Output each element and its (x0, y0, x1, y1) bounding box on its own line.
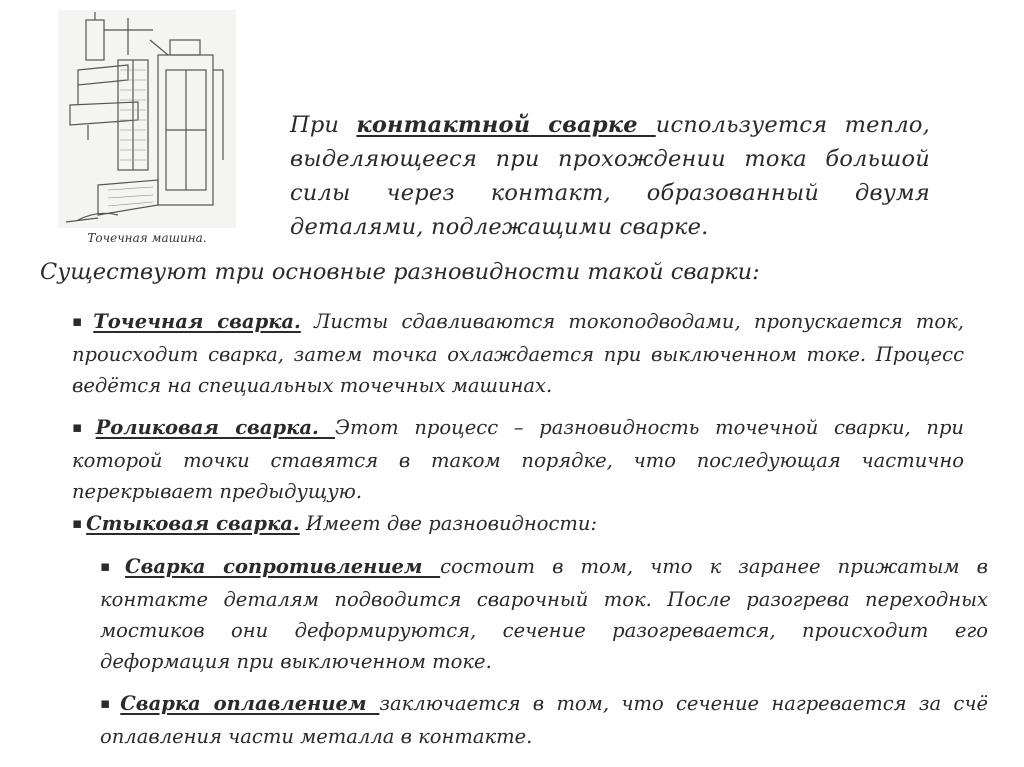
lead-term: контактной сварке (356, 112, 656, 138)
figure-spot-welding-machine (58, 10, 236, 245)
subitem-text: заключается в том, что сечение нагревается за счё оплавления части металла в контакте. (100, 692, 988, 748)
lead-text-after: используется тепло, выделяющееся при прохождении тока большой силы через контакт, образованный двумя деталями, подлежащими сварке. (290, 112, 930, 240)
bullet-icon: ▪ (100, 557, 122, 575)
item-term: Точечная сварка. (93, 310, 301, 333)
bullet-icon: ▪ (72, 418, 92, 436)
item-text: Этот процесс – разновидность точечной сварки, при которой точки ставятся в таком порядке, что последующая частично перекрывает предыдущую. (72, 416, 964, 503)
bullet-icon: ▪ (72, 514, 83, 532)
spot-welding-machine-drawing (58, 10, 236, 228)
item-term: Роликовая сварка. (95, 416, 336, 439)
figure-caption: Точечная машина. (87, 231, 207, 245)
subitem-term: Сварка сопротивлением (125, 555, 441, 578)
lead-paragraph (290, 108, 930, 244)
lead-text-before: При (290, 112, 357, 138)
item-text: Имеет две разновидности: (299, 512, 598, 535)
item-term: Стыковая сварка. (86, 512, 300, 535)
list-item-butt-welding (72, 508, 964, 541)
sublist-item-flash-welding (100, 688, 988, 752)
list-item-roller-welding (72, 412, 964, 507)
bullet-icon: ▪ (100, 694, 117, 712)
list-item-spot-welding (72, 306, 964, 401)
intro-heading: Существуют три основные разновидности такой сварки: (40, 259, 760, 285)
item-text: Листы сдавливаются токоподводами, пропускается ток, происходит сварка, затем точка охлаждается при выключенном токе. Процесс ведётся на специальных точечных машинах. (72, 310, 964, 397)
bullet-icon: ▪ (72, 312, 90, 330)
subitem-term: Сварка оплавлением (120, 692, 380, 715)
sublist-item-resistance-welding (100, 551, 988, 677)
subitem-text: состоит в том, что к заранее прижатым в контакте деталям подводится сварочный ток. После разогрева переходных мостиков они деформируются, сечение разогревается, происходит его деформация при выключенном токе. (100, 555, 989, 673)
